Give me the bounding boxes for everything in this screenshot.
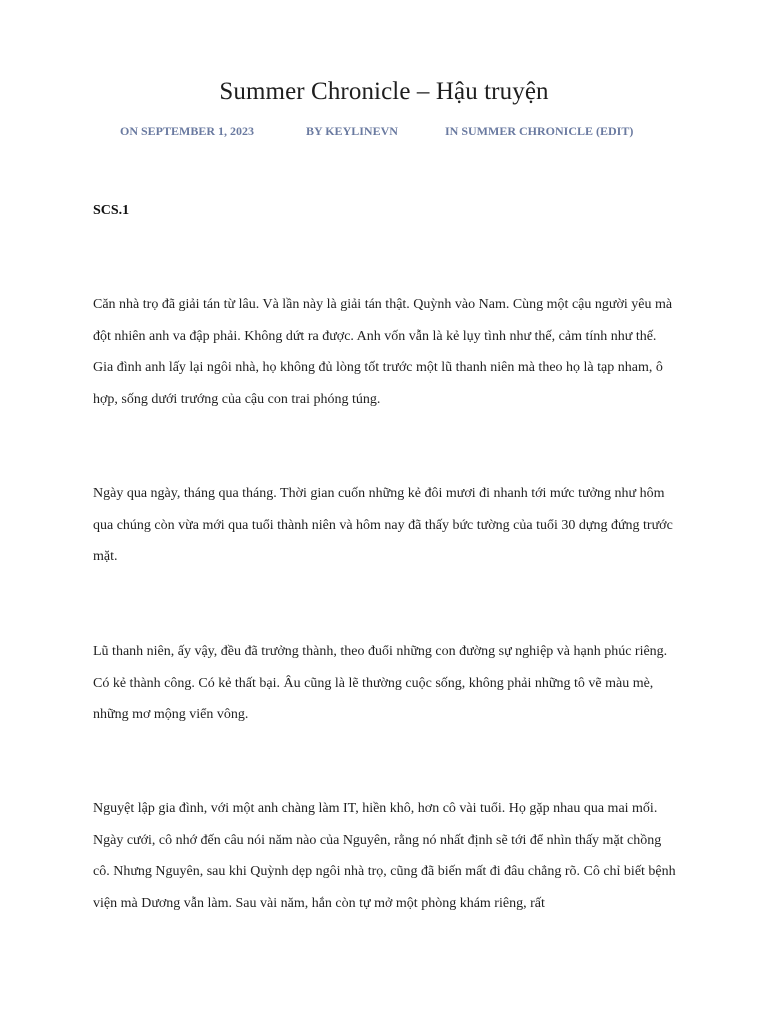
body-paragraph: Ngày qua ngày, tháng qua tháng. Thời gian cuốn những kẻ đôi mươi đi nhanh tới mức tưởng như hôm qua chúng còn vừa mới qua tuổi thành niên và hôm nay đã thấy bức tường của tuổi 30 dựng đứng trước mặt. xyxy=(93,486,673,564)
post-category-link[interactable]: IN SUMMER CHRONICLE (EDIT) xyxy=(445,124,634,138)
body-paragraph: Nguyệt lập gia đình, với một anh chàng làm IT, hiền khô, hơn cô vài tuổi. Họ gặp nhau qua mai mối. Ngày cưới, cô nhớ đến câu nói năm nào của Nguyên, rằng nó nhất định sẽ tới để nhìn thấy mặt chồng cô. Nhưng Nguyên, sau khi Quỳnh dẹp ngôi nhà trọ, cũng đã biến mất đi đâu chẳng rõ. Cô chỉ biết bệnh viện mà Dương vẫn làm. Sau vài năm, hắn còn tự mở một phòng khám riêng, rất xyxy=(93,801,676,911)
post-author-link[interactable]: BY KEYLINEVN xyxy=(306,124,398,138)
body-paragraph: Lũ thanh niên, ấy vậy, đều đã trưởng thành, theo đuổi những con đường sự nghiệp và hạnh phúc riêng. Có kẻ thành công. Có kẻ thất bại. Âu cũng là lẽ thường cuộc sống, không phải những tô vẽ màu mè, những mơ mộng viển vông. xyxy=(93,644,668,722)
post-date-link[interactable]: ON SEPTEMBER 1, 2023 xyxy=(120,124,255,138)
body-paragraph: Căn nhà trọ đã giải tán từ lâu. Và lần này là giải tán thật. Quỳnh vào Nam. Cùng một cậu người yêu mà đột nhiên anh va đập phải. Không dứt ra được. Anh vốn vẫn là kẻ lụy tình như thế, cảm tính như thế. Gia đình anh lấy lại ngôi nhà, họ không đủ lòng tốt trước một lũ thanh niên mà theo họ là tạp nham, ô hợp, sống dưới trướng của cậu con trai phóng túng. xyxy=(93,297,673,407)
post-title: Summer Chronicle – Hậu truyện xyxy=(219,78,549,105)
section-heading: SCS.1 xyxy=(93,203,130,218)
